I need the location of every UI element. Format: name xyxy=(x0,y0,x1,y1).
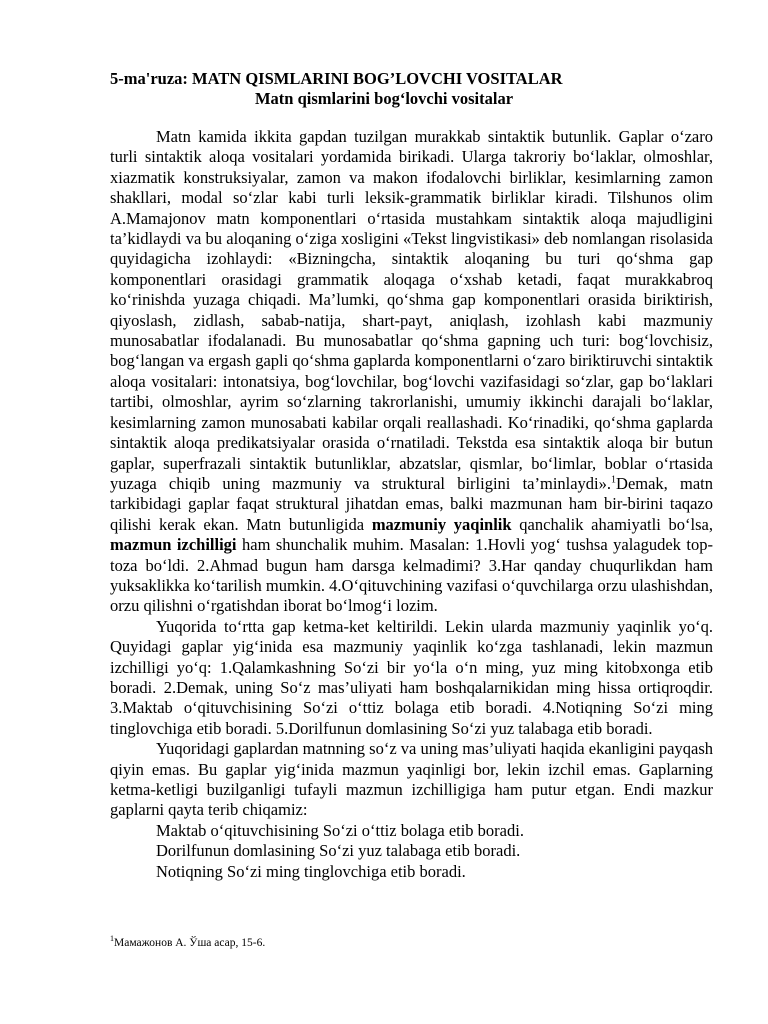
footnote-mark: 1 xyxy=(110,934,114,944)
example-sentence: Maktab o‘qituvchisining So‘zi o‘ttiz bolaga etib boradi. xyxy=(156,820,524,840)
example-sentence: Dorilfunun domlasining So‘zi yuz talabaga etib boradi. xyxy=(156,841,521,861)
paragraph-2: Yuqorida to‘rtta gap ketma-ket keltirildi. Lekin ularda mazmuniy yaqinlik yo‘q. Quyidagi gaplar yig‘inida esa mazmuniy yaqinlik ko‘zga tashlanadi, lekin mazmun izchilligi yo‘q: 1.Qalamkashning So‘zi bir yo‘la o‘n ming, yuz ming kitobxonga etib boradi. 2.Demak, uning So‘z mas’uliyati ham boshqalarnikidan ming hissa ortiqroqdir. 3.Maktab o‘qituvchisining So‘zi o‘ttiz bolaga etib boradi. 4.Notiqning So‘zi ming tinglovchiga etib boradi. 5.Dorilfunun domlasining So‘zi yuz talabaga etib boradi. xyxy=(110,616,713,738)
footnote-text: Мамажонов А. Ўша асар, 15-6. xyxy=(114,937,266,949)
paragraph-3: Yuqoridagi gaplardan matnning so‘z va uning mas’uliyati haqida ekanligini payqash qiyin emas. Bu gaplar yig‘inida mazmun yaqinligi bor, lekin izchil emas. Gaplarning ketma-ketligi buzilganligi tufayli mazmun izchilligiga ham putur etgan. Endi mazkur gaplarni qayta terib chiqamiz: xyxy=(110,739,713,820)
document-body xyxy=(110,127,713,882)
bold-term-mazmuniy-yaqinlik: mazmuniy yaqinlik xyxy=(371,514,512,534)
paragraph-1-text-c: qanchalik ahamiyatli bo‘lsa, xyxy=(511,514,713,534)
paragraph-1-text-d: ham shunchalik muhim. Masalan: 1.Hovli yog‘ tushsa yalagudek top-toza bo‘ldi. 2.Ahmad bugun ham darsga kelmadimi? 3.Har qanday chuqurlikdan ham yuksaklikka ko‘tarilish mumkin. 4.O‘qituvchining vazifasi o‘quvchilarga orzu ulashishdan, orzu qilishni o‘rgatishdan iborat bo‘lmog‘i lozim. xyxy=(110,535,714,616)
footnote xyxy=(110,934,266,949)
lecture-title: 5-ma'ruza: MATN QISMLARINI BOG’LOVCHI VOSITALAR xyxy=(110,69,563,88)
paragraph-1-text-b: Demak, matn tarkibidagi gaplar faqat struktural jihatdan emas, balki mazmunan ham bir-birini taqazo qilishi kerak ekan. Matn butunligida xyxy=(110,473,713,534)
lecture-subtitle: Matn qismlarini bog‘lovchi vositalar xyxy=(254,89,514,108)
bold-term-mazmun-izchilligi: mazmun izchilligi xyxy=(110,535,237,555)
example-sentence: Notiqning So‘zi ming tinglovchiga etib boradi. xyxy=(156,861,466,881)
footnote-reference: 1 xyxy=(611,474,617,486)
paragraph-1-text-a: Matn kamida ikkita gapdan tuzilgan murakkab sintaktik butunlik. Gaplar o‘zaro turli sintaktik aloqa vositalari yordamida birikadi. Ularga takroriy bo‘laklar, olmoshlar, xiazmatik konstruksiyalar, zamon va makon ifodalovchi birliklar, kesimlarning zamon shakllari, modal so‘zlar kabi turli leksik-grammatik birliklar kiradi. Tilshunos olim A.Mamajonov matn komponentlari o‘rtasida mustahkam sintaktik aloqa majudligini ta’kidlaydi va bu aloqaning o‘ziga xosligini «Tekst lingvistikasi» deb nomlangan risolasida quyidagicha izohlaydi: «Bizningcha, sintaktik aloqaning bu turi qo‘shma gap komponentlari orasidagi grammatik aloqaga o‘xshab ketadi, faqat murakkabroq ko‘rinishda yuzaga chiqadi. Ma’lumki, qo‘shma gap komponentlari orasida biriktirish, qiyoslash, zidlash, sabab-natija, shart-payt, aniqlash, izohlash kabi mazmuniy munosabatlar ifodalanadi. Bu munosabatlar qo‘shma gapning uch turi: bog‘lovchisiz, bog‘langan va ergash gapli qo‘shma gaplarda komponentlarni o‘zaro biriktiruvchi sintaktik aloqa vositalari: intonatsiya, bog‘lovchilar, bog‘lovchi vazifasidagi so‘zlar, gap bo‘laklari tartibi, olmoshlar, ayrim so‘zlarning takrorlanishi, umumiy ikkinchi darajali bo‘laklar, kesimlarning zamon munosabati kabilar orqali reallashadi. Ko‘rinadiki, qo‘shma gaplarda sintaktik aloqa predikatsiyalar orasida o‘rnatiladi. Tekstda esa sintaktik aloqa bir butun gaplar, superfrazali sintaktik butunliklar, abzatslar, qismlar, bo‘limlar, boblar o‘rtasida yuzaga chiqib uning mazmuniy va struktural birligini ta’minlaydi». xyxy=(110,127,713,493)
paragraph-1 xyxy=(110,127,713,617)
